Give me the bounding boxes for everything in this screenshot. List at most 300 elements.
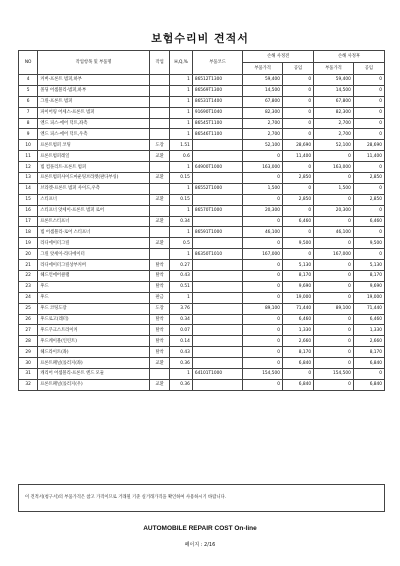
cell-no: 9	[19, 129, 38, 140]
cell-no: 19	[19, 238, 38, 249]
cell-p2: 0	[314, 281, 354, 292]
cell-code	[192, 314, 242, 325]
table-row	[19, 151, 385, 162]
cell-name: 프론트패널(롤러지(우)	[38, 379, 150, 390]
cell-l2: 11,400	[353, 151, 384, 162]
cell-l1: 8,170	[282, 347, 313, 358]
cell-l2: 9,500	[353, 238, 384, 249]
cell-l2: 19,000	[353, 292, 384, 303]
cell-p1: 0	[243, 260, 283, 271]
cell-code: 86546T1100	[192, 129, 242, 140]
cell-name: 프론트범퍼사이드마운팅브라켓(판다부싱)	[38, 173, 150, 184]
cell-work: 교환	[149, 151, 169, 162]
cell-l2: 9,690	[353, 281, 384, 292]
cell-no: 5	[19, 85, 38, 96]
cell-l1: 2,850	[282, 173, 313, 184]
cell-l1: 0	[282, 96, 313, 107]
header-labor-before: 공임	[282, 63, 313, 75]
cell-name: 후드쿠크스트라이커	[38, 325, 150, 336]
cell-hq: 0.14	[170, 336, 193, 347]
cell-l1: 6,460	[282, 216, 313, 227]
cell-name: 후드케이블(인린트)	[38, 336, 150, 347]
cell-name: 빔 컴플리트-프론트 범퍼	[38, 162, 150, 173]
table-row	[19, 140, 385, 151]
cell-no: 32	[19, 379, 38, 390]
cell-code: 86552T1000	[192, 183, 242, 194]
cell-l1: 0	[282, 227, 313, 238]
header-code: 부품코드	[192, 51, 242, 75]
cell-no: 15	[19, 194, 38, 205]
page-title: 보험수리비 견적서	[151, 32, 249, 45]
cell-p1: 82,300	[243, 107, 283, 118]
cell-name: 엔드 피스-에어 덕트,우측	[38, 129, 150, 140]
cell-no: 16	[19, 205, 38, 216]
cell-p2: 167,000	[314, 249, 354, 260]
cell-hq: 0.36	[170, 379, 193, 390]
cell-work: 판금	[149, 292, 169, 303]
cell-p2: 0	[314, 336, 354, 347]
cell-name: 프론트패널(롤러지(좌)	[38, 358, 150, 369]
cell-hq: 1	[170, 162, 193, 173]
cell-no: 29	[19, 347, 38, 358]
cell-p1: 46,100	[243, 227, 283, 238]
cell-code	[192, 173, 242, 184]
cell-l1: 0	[282, 205, 313, 216]
cell-no: 22	[19, 271, 38, 282]
cell-code: 86545T1100	[192, 118, 242, 129]
cell-p1: 0	[243, 238, 283, 249]
cell-name: 커버-프론트 범퍼,하부	[38, 75, 150, 86]
cell-p2: 0	[314, 292, 354, 303]
cell-l1: 0	[282, 129, 313, 140]
cell-p2: 0	[314, 194, 354, 205]
cell-hq: 0.27	[170, 260, 193, 271]
cell-hq: 1	[170, 129, 193, 140]
estimate-table	[18, 50, 385, 391]
cell-l1: 5,130	[282, 260, 313, 271]
cell-no: 26	[19, 314, 38, 325]
cell-p1: 20,300	[243, 205, 283, 216]
table-row	[19, 85, 385, 96]
cell-l1: 9,690	[282, 281, 313, 292]
cell-name: 라디에이터그릴	[38, 238, 150, 249]
cell-code	[192, 216, 242, 227]
page-number: 페이지 : 2/16	[184, 542, 216, 548]
cell-work	[149, 96, 169, 107]
cell-l1: 1,330	[282, 325, 313, 336]
cell-work	[149, 249, 169, 260]
cell-code	[192, 347, 242, 358]
table-row	[19, 358, 385, 369]
cell-hq: 0.15	[170, 194, 193, 205]
cell-hq: 1	[170, 118, 193, 129]
cell-p2: 154,500	[314, 369, 354, 380]
cell-code	[192, 358, 242, 369]
cell-p1: 154,500	[243, 369, 283, 380]
cell-code: 86531T1400	[192, 96, 242, 107]
cell-hq: 0.34	[170, 314, 193, 325]
notice-box: 이 견적서(청구서)의 부품가격은 참고 가격이므로 거래될 기준 실거래가격을 확인하여 사용하시기 바랍니다.	[18, 484, 385, 512]
cell-no: 11	[19, 151, 38, 162]
cell-p1: 14,500	[243, 85, 283, 96]
cell-work	[149, 227, 169, 238]
cell-hq: 1.51	[170, 140, 193, 151]
cell-name: 엔드 피스-에어 덕트,좌측	[38, 118, 150, 129]
cell-work	[149, 129, 169, 140]
cell-code	[192, 271, 242, 282]
cell-l2: 0	[353, 118, 384, 129]
cell-work: 교환	[149, 194, 169, 205]
table-row	[19, 379, 385, 390]
cell-work: 교환	[149, 358, 169, 369]
cell-l2: 1,330	[353, 325, 384, 336]
header-hqty: H,Q,%	[170, 51, 193, 75]
cell-p2: 0	[314, 238, 354, 249]
cell-p1: 0	[243, 347, 283, 358]
cell-no: 7	[19, 107, 38, 118]
cell-p1: 1,500	[243, 183, 283, 194]
cell-name: 프론트범퍼레일	[38, 151, 150, 162]
cell-name: 헤드라이트(좌)	[38, 347, 150, 358]
table-row	[19, 227, 385, 238]
cell-hq: 1	[170, 369, 193, 380]
table-row	[19, 107, 385, 118]
cell-l2: 6,460	[353, 314, 384, 325]
table-row	[19, 260, 385, 271]
header-labor-after: 공임	[353, 63, 384, 75]
cell-l2: 5,130	[353, 260, 384, 271]
cell-hq: 1	[170, 205, 193, 216]
cell-name: 라디에이터그릴상부커버	[38, 260, 150, 271]
cell-p1: 0	[243, 336, 283, 347]
cell-work: 도장	[149, 303, 169, 314]
cell-l2: 0	[353, 85, 384, 96]
cell-work: 탈착	[149, 314, 169, 325]
table-row	[19, 75, 385, 86]
cell-l1: 8,170	[282, 271, 313, 282]
cell-work: 교환	[149, 216, 169, 227]
cell-p1: 0	[243, 151, 283, 162]
cell-p2: 46,100	[314, 227, 354, 238]
cell-no: 17	[19, 216, 38, 227]
cell-code: 86512T1300	[192, 75, 242, 86]
cell-p1: 163,000	[243, 162, 283, 173]
cell-p2: 0	[314, 358, 354, 369]
cell-no: 20	[19, 249, 38, 260]
cell-no: 30	[19, 358, 38, 369]
cell-l2: 0	[353, 96, 384, 107]
cell-p1: 89,100	[243, 303, 283, 314]
cell-hq: 0.51	[170, 281, 193, 292]
table-row	[19, 194, 385, 205]
cell-p2: 0	[314, 260, 354, 271]
cell-hq: 0.36	[170, 358, 193, 369]
cell-l2: 0	[353, 162, 384, 173]
cell-code	[192, 303, 242, 314]
cell-hq: 1	[170, 96, 193, 107]
cell-work: 교환	[149, 238, 169, 249]
cell-name: 빔 어셈블리-로어 스티프너	[38, 227, 150, 238]
cell-p2: 89,100	[314, 303, 354, 314]
cell-p2: 0	[314, 314, 354, 325]
table-row	[19, 118, 385, 129]
cell-no: 25	[19, 303, 38, 314]
cell-p2: 0	[314, 325, 354, 336]
cell-l1: 19,000	[282, 292, 313, 303]
cell-work: 교환	[149, 173, 169, 184]
cell-l1: 0	[282, 107, 313, 118]
cell-hq: 3.76	[170, 303, 193, 314]
cell-l2: 0	[353, 249, 384, 260]
cell-l2: 6,840	[353, 358, 384, 369]
cell-p1: 0	[243, 379, 283, 390]
cell-l2: 6,840	[353, 379, 384, 390]
cell-no: 12	[19, 162, 38, 173]
cell-code	[192, 238, 242, 249]
cell-p2: 0	[314, 216, 354, 227]
cell-p2: 67,800	[314, 96, 354, 107]
table-body	[19, 75, 385, 391]
cell-l2: 8,170	[353, 347, 384, 358]
cell-hq: 1	[170, 85, 193, 96]
cell-l1: 6,840	[282, 358, 313, 369]
cell-code: 64900T1000	[192, 162, 242, 173]
cell-name: 몰딩 어셈블리-범퍼,하부	[38, 85, 150, 96]
cell-name: 스티프너 앗세이-프론트 범퍼 로어	[38, 205, 150, 216]
cell-l2: 2,660	[353, 336, 384, 347]
cell-no: 28	[19, 336, 38, 347]
cell-p1: 2,700	[243, 129, 283, 140]
cell-code	[192, 260, 242, 271]
table-row	[19, 238, 385, 249]
cell-hq: 0.07	[170, 325, 193, 336]
cell-p2: 0	[314, 151, 354, 162]
table-row	[19, 96, 385, 107]
cell-l1: 0	[282, 369, 313, 380]
header-no: NO	[19, 51, 38, 75]
table-row	[19, 271, 385, 282]
cell-l2: 2,850	[353, 194, 384, 205]
cell-name: 프론트스티프너	[38, 216, 150, 227]
cell-name: 프론트범퍼 코팅	[38, 140, 150, 151]
cell-work: 탈착	[149, 271, 169, 282]
cell-name: 후드 코팅도장	[38, 303, 150, 314]
cell-l2: 2,850	[353, 173, 384, 184]
cell-l1: 2,660	[282, 336, 313, 347]
cell-name: 후드	[38, 292, 150, 303]
cell-code	[192, 281, 242, 292]
table-row	[19, 205, 385, 216]
cell-l1: 11,400	[282, 151, 313, 162]
cell-p2: 82,300	[314, 107, 354, 118]
cell-name: 파이어링 어세스-프론트 범퍼	[38, 107, 150, 118]
cell-name: 스티프너	[38, 194, 150, 205]
cell-hq: 1	[170, 249, 193, 260]
cell-work	[149, 75, 169, 86]
cell-code	[192, 325, 242, 336]
cell-l1: 6,840	[282, 379, 313, 390]
cell-hq: 1	[170, 227, 193, 238]
cell-hq: 0.43	[170, 271, 193, 282]
cell-l2: 0	[353, 183, 384, 194]
table-row	[19, 314, 385, 325]
cell-p1: 0	[243, 216, 283, 227]
cell-work: 탈착	[149, 325, 169, 336]
cell-no: 6	[19, 96, 38, 107]
cell-name: 그릴-프론트 범퍼	[38, 96, 150, 107]
header-after: 손해 사정후	[314, 51, 385, 63]
cell-work: 탈착	[149, 260, 169, 271]
cell-l1: 0	[282, 85, 313, 96]
cell-work: 도장	[149, 140, 169, 151]
cell-code	[192, 194, 242, 205]
cell-work: 탈착	[149, 336, 169, 347]
cell-work	[149, 107, 169, 118]
cell-p1: 67,800	[243, 96, 283, 107]
cell-name: 후드	[38, 281, 150, 292]
table-row	[19, 325, 385, 336]
cell-l2: 0	[353, 129, 384, 140]
table-row	[19, 336, 385, 347]
cell-l2: 0	[353, 107, 384, 118]
header-parts-price-before: 부품가격	[243, 63, 283, 75]
cell-l1: 0	[282, 249, 313, 260]
header-before: 손해 사정전	[243, 51, 314, 63]
table-row	[19, 249, 385, 260]
cell-p2: 20,300	[314, 205, 354, 216]
table-row	[19, 162, 385, 173]
cell-code: 64101T1000	[192, 369, 242, 380]
cell-name: 후드로고(레터)	[38, 314, 150, 325]
table-row	[19, 129, 385, 140]
cell-work	[149, 369, 169, 380]
cell-p2: 14,500	[314, 85, 354, 96]
cell-p2: 2,700	[314, 129, 354, 140]
cell-p2: 163,000	[314, 162, 354, 173]
cell-code: 86569T1300	[192, 85, 242, 96]
cell-no: 23	[19, 281, 38, 292]
cell-p2: 0	[314, 271, 354, 282]
cell-no: 14	[19, 183, 38, 194]
cell-p2: 0	[314, 173, 354, 184]
cell-l2: 6,460	[353, 216, 384, 227]
cell-name: 캐리어 어셈블리-프론트 엔드 모듈	[38, 369, 150, 380]
cell-p1: 0	[243, 325, 283, 336]
cell-work	[149, 183, 169, 194]
table-row	[19, 369, 385, 380]
cell-code: 91690T1040	[192, 107, 242, 118]
cell-hq: 1	[170, 183, 193, 194]
cell-hq: 0.15	[170, 173, 193, 184]
cell-l1: 2,850	[282, 194, 313, 205]
cell-l1: 0	[282, 75, 313, 86]
cell-p1: 2,700	[243, 118, 283, 129]
cell-hq: 1	[170, 75, 193, 86]
cell-p1: 0	[243, 314, 283, 325]
cell-l1: 0	[282, 162, 313, 173]
cell-hq: 0.34	[170, 216, 193, 227]
cell-l2: 71,440	[353, 303, 384, 314]
cell-hq: 1	[170, 292, 193, 303]
cell-l1: 0	[282, 183, 313, 194]
cell-l2: 28,690	[353, 140, 384, 151]
cell-p1: 0	[243, 281, 283, 292]
cell-no: 31	[19, 369, 38, 380]
cell-l2: 0	[353, 227, 384, 238]
cell-p1: 167,000	[243, 249, 283, 260]
cell-p2: 2,700	[314, 118, 354, 129]
cell-code	[192, 151, 242, 162]
cell-p1: 0	[243, 194, 283, 205]
header-name: 작업항목 및 부품명	[38, 51, 150, 75]
table-row	[19, 347, 385, 358]
header-work: 작업	[149, 51, 169, 75]
cell-l1: 0	[282, 118, 313, 129]
cell-no: 27	[19, 325, 38, 336]
cell-p2: 0	[314, 347, 354, 358]
cell-l1: 9,500	[282, 238, 313, 249]
cell-name: 헤드언에어클램	[38, 271, 150, 282]
cell-code: 86591T1000	[192, 227, 242, 238]
cell-l2: 0	[353, 369, 384, 380]
cell-code: 86350T1010	[192, 249, 242, 260]
cell-p2: 0	[314, 379, 354, 390]
cell-p2: 59,400	[314, 75, 354, 86]
cell-work	[149, 162, 169, 173]
table-row	[19, 173, 385, 184]
table-row	[19, 292, 385, 303]
cell-p1: 0	[243, 292, 283, 303]
cell-l2: 0	[353, 75, 384, 86]
cell-work: 탈착	[149, 281, 169, 292]
cell-work: 탈착	[149, 347, 169, 358]
table-row	[19, 281, 385, 292]
cell-p1: 52,100	[243, 140, 283, 151]
cell-no: 24	[19, 292, 38, 303]
cell-p2: 1,500	[314, 183, 354, 194]
cell-l1: 6,460	[282, 314, 313, 325]
cell-no: 18	[19, 227, 38, 238]
cell-l2: 0	[353, 205, 384, 216]
cell-l1: 71,440	[282, 303, 313, 314]
cell-code: 86570T1000	[192, 205, 242, 216]
cell-no: 4	[19, 75, 38, 86]
cell-work	[149, 118, 169, 129]
footer-title: AUTOMOBILE REPAIR COST On-line	[143, 525, 257, 532]
cell-hq: 1	[170, 107, 193, 118]
cell-no: 21	[19, 260, 38, 271]
cell-hq: 0.6	[170, 151, 193, 162]
cell-code	[192, 140, 242, 151]
cell-l2: 8,170	[353, 271, 384, 282]
cell-work	[149, 205, 169, 216]
cell-p2: 52,100	[314, 140, 354, 151]
cell-code	[192, 336, 242, 347]
cell-p1: 59,400	[243, 75, 283, 86]
cell-work	[149, 85, 169, 96]
cell-hq: 0.5	[170, 238, 193, 249]
cell-p1: 0	[243, 173, 283, 184]
cell-no: 13	[19, 173, 38, 184]
cell-hq: 0.43	[170, 347, 193, 358]
table-row	[19, 303, 385, 314]
cell-p1: 0	[243, 358, 283, 369]
cell-name: 브라켓-프론트 범퍼 사이드,우측	[38, 183, 150, 194]
table-row	[19, 216, 385, 227]
cell-no: 10	[19, 140, 38, 151]
cell-code	[192, 292, 242, 303]
cell-p1: 0	[243, 271, 283, 282]
